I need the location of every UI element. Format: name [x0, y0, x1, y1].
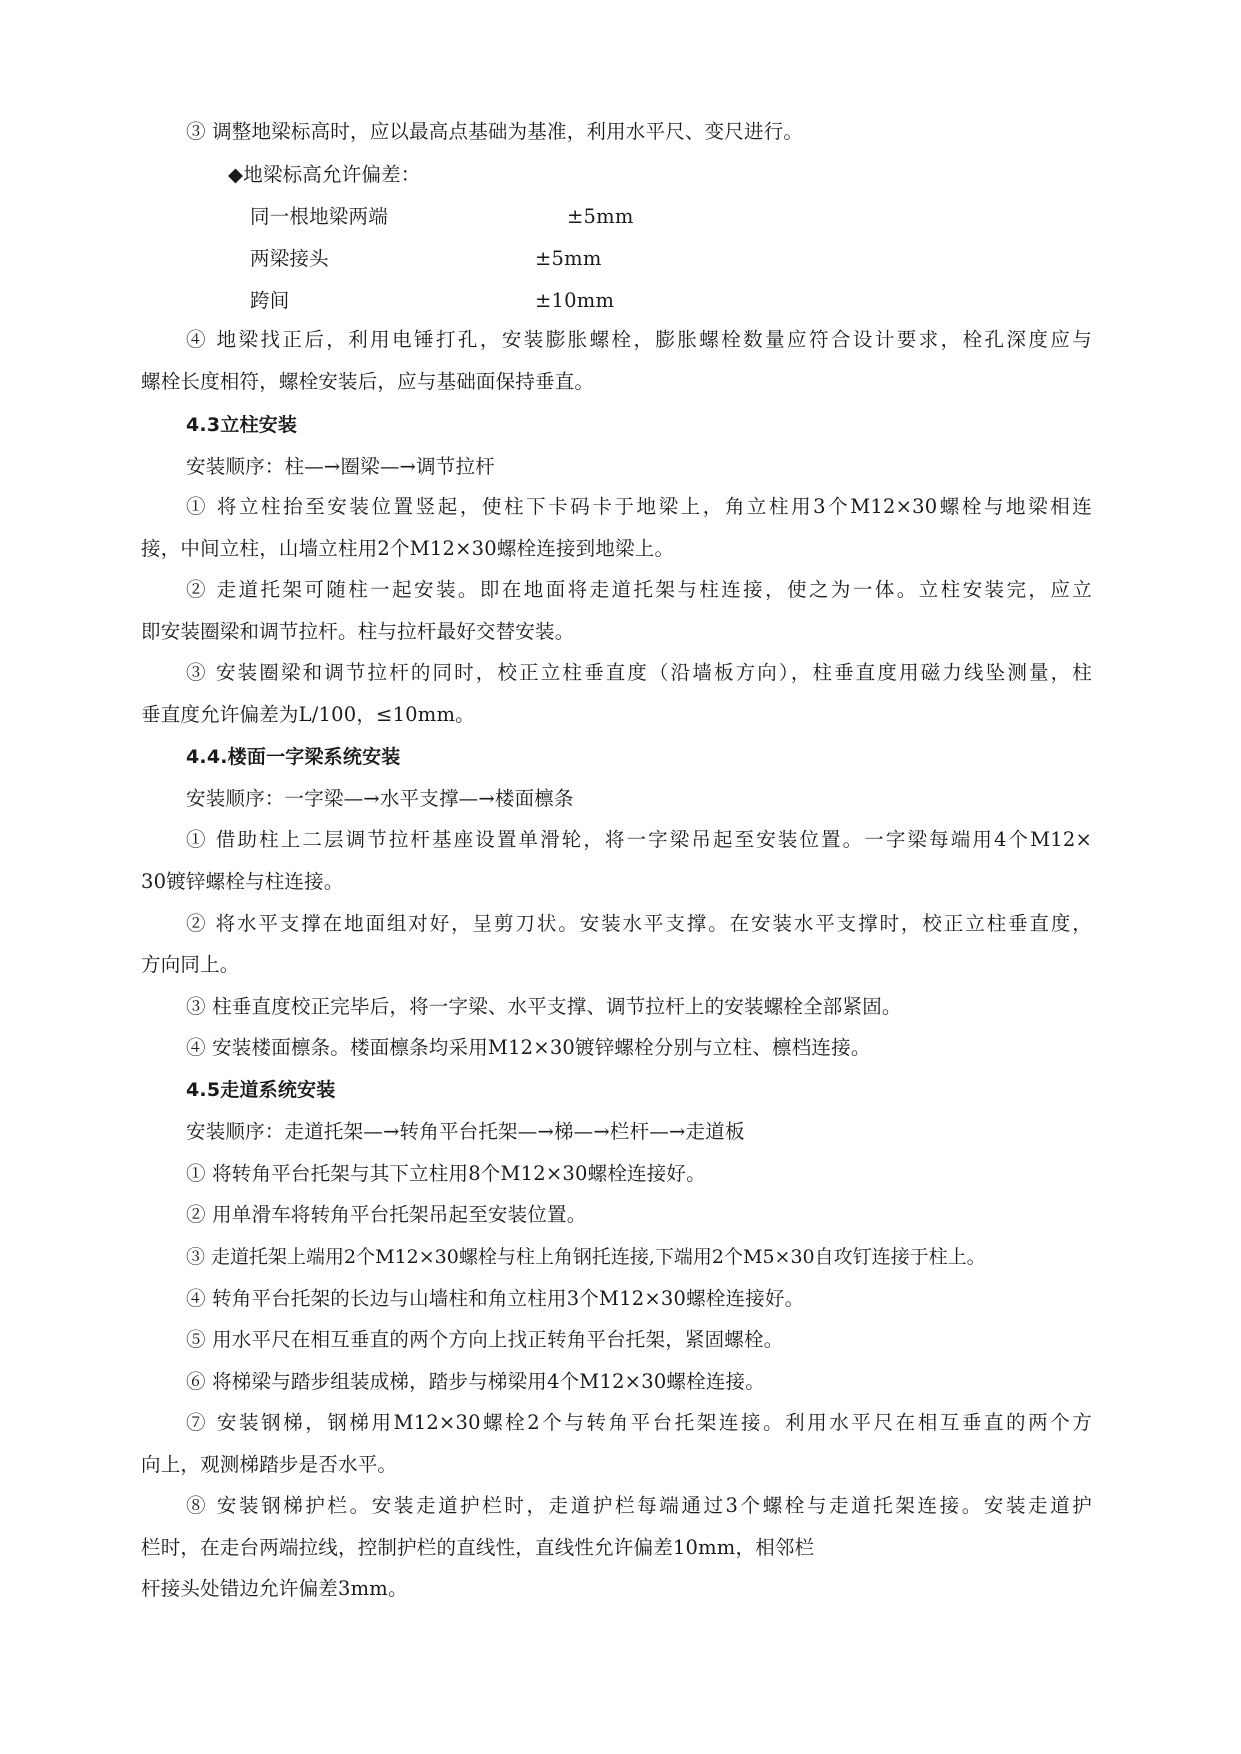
- paragraph-line: ③ 走道托架上端用2个M12×30螺栓与柱上角钢托连接,下端用2个M5×30自攻钉连接于柱上。: [186, 1246, 986, 1268]
- paragraph-line: ④ 安装楼面檩条。楼面檩条均采用M12×30镀锌螺栓分别与立柱、檩档连接。: [186, 1036, 871, 1059]
- paragraph-line: ② 走道托架可随柱一起安装。即在地面将走道托架与柱连接，使之为一体。立柱安装完，应立: [186, 578, 1092, 601]
- paragraph-line: ③ 柱垂直度校正完毕后，将一字梁、水平支撑、调节拉杆上的安装螺栓全部紧固。: [186, 995, 902, 1018]
- tolerance-label: 同一根地梁两端: [250, 205, 388, 228]
- paragraph-line: ③ 安装圈梁和调节拉杆的同时，校正立柱垂直度（沿墙板方向），柱垂直度用磁力线坠测量，柱: [186, 661, 1092, 684]
- section-heading-4-5: 4.5走道系统安装: [186, 1079, 336, 1101]
- tolerance-value: ±5mm: [567, 205, 634, 228]
- paragraph-line: 杆接头处错边允许偏差3mm。: [141, 1577, 408, 1600]
- paragraph-line: ② 将水平支撑在地面组对好，呈剪刀状。安装水平支撑。在安装水平支撑时，校正立柱垂直度，: [186, 912, 1092, 935]
- tolerance-value: ±5mm: [535, 247, 602, 270]
- paragraph-line: ⑥ 将梯梁与踏步组装成梯，踏步与梯梁用4个M12×30螺栓连接。: [186, 1370, 765, 1393]
- paragraph-line: ① 将转角平台托架与其下立柱用8个M12×30螺栓连接好。: [186, 1162, 706, 1185]
- paragraph-line: 即安装圈梁和调节拉杆。柱与拉杆最好交替安装。: [141, 620, 575, 643]
- install-sequence: 安装顺序：柱—→圈梁—→调节拉杆: [186, 455, 495, 478]
- paragraph-line: ② 用单滑车将转角平台托架吊起至安装位置。: [186, 1203, 587, 1226]
- paragraph-line: 30镀锌螺栓与柱连接。: [141, 870, 344, 893]
- tolerance-label: 两梁接头: [250, 247, 329, 270]
- install-sequence: 安装顺序：一字梁—→水平支撑—→楼面檩条: [186, 787, 574, 810]
- section-heading-4-3: 4.3立柱安装: [186, 414, 298, 436]
- tolerance-value: ±10mm: [535, 289, 615, 312]
- paragraph-line: 接，中间立柱，山墙立柱用2个M12×30螺栓连接到地梁上。: [141, 537, 675, 560]
- tolerance-heading: ◆地梁标高允许偏差：: [228, 163, 421, 186]
- paragraph-line: ④ 地梁找正后，利用电锤打孔，安装膨胀螺栓，膨胀螺栓数量应符合设计要求，栓孔深度应与: [186, 328, 1092, 351]
- tolerance-label: 跨间: [250, 289, 290, 312]
- paragraph-line: 垂直度允许偏差为L/100，≤10mm。: [141, 703, 475, 726]
- paragraph-line: ④ 转角平台托架的长边与山墙柱和角立柱用3个M12×30螺栓连接好。: [186, 1287, 805, 1310]
- install-sequence: 安装顺序：走道托架—→转角平台托架—→梯—→栏杆—→走道板: [186, 1120, 745, 1143]
- paragraph-line: 向上，观测梯踏步是否水平。: [141, 1453, 398, 1476]
- paragraph-line: 方向同上。: [141, 953, 240, 976]
- paragraph-line: ⑤ 用水平尺在相互垂直的两个方向上找正转角平台托架，紧固螺栓。: [186, 1328, 784, 1351]
- paragraph-line: ① 借助柱上二层调节拉杆基座设置单滑轮，将一字梁吊起至安装位置。一字梁每端用4个M12×: [186, 828, 1092, 851]
- paragraph-line: ⑧ 安装钢梯护栏。安装走道护栏时，走道护栏每端通过3个螺栓与走道托架连接。安装走道护: [186, 1494, 1092, 1517]
- paragraph-line: ① 将立柱抬至安装位置竖起，使柱下卡码卡于地梁上，角立柱用3个M12×30螺栓与地梁相连: [186, 495, 1092, 518]
- section-heading-4-4: 4.4.楼面一字梁系统安装: [186, 746, 401, 768]
- paragraph-line: 栏时，在走台两端拉线，控制护栏的直线性，直线性允许偏差10mm，相邻栏: [141, 1536, 815, 1559]
- paragraph-line: ③ 调整地梁标高时，应以最高点基础为基准，利用水平尺、变尺进行。: [186, 120, 804, 143]
- paragraph-line: ⑦ 安装钢梯，钢梯用M12×30螺栓2个与转角平台托架连接。利用水平尺在相互垂直的两个方: [186, 1411, 1092, 1434]
- paragraph-line: 螺栓长度相符，螺栓安装后，应与基础面保持垂直。: [141, 370, 595, 393]
